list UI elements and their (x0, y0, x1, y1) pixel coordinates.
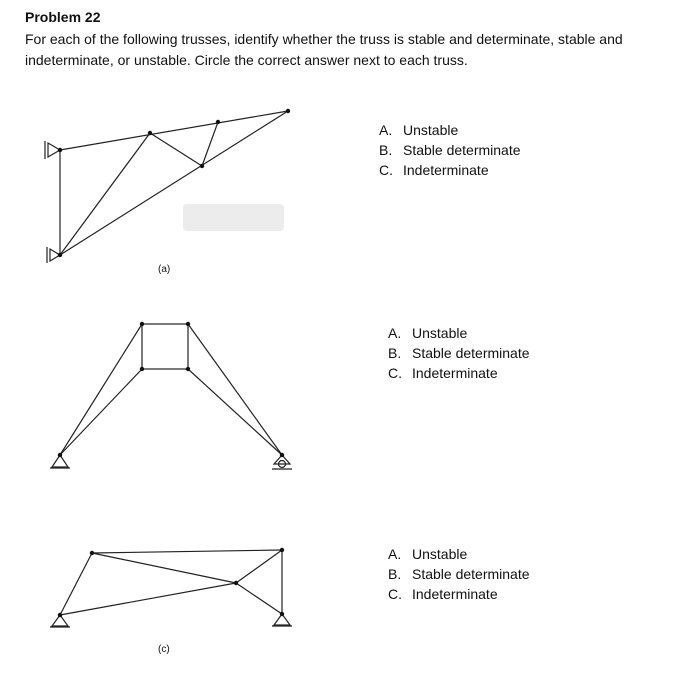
option-text: Indeterminate (403, 162, 489, 178)
figure-label-c: (c) (158, 644, 170, 655)
option-text: Stable determinate (403, 142, 521, 158)
problem-instructions: For each of the following trusses, identify whether the truss is stable and determinate, stable and indeterminate, or unstable. Circle the correct answer next to each truss. (25, 31, 623, 68)
option-b-stable-determinate[interactable] (388, 343, 530, 363)
truss-b-diagram (50, 324, 292, 469)
option-letter: C. (388, 586, 402, 602)
option-c-stable-determinate[interactable] (388, 564, 530, 584)
option-a-stable-determinate[interactable] (379, 140, 521, 160)
option-letter: C. (379, 162, 393, 178)
option-b-unstable[interactable] (388, 323, 530, 343)
truss-a-diagram (45, 111, 288, 263)
option-letter: C. (388, 365, 402, 381)
option-text: Stable determinate (412, 345, 530, 361)
options-truss-a (379, 120, 521, 180)
option-letter: B. (388, 566, 402, 582)
option-text: Unstable (412, 325, 468, 341)
option-text: Indeterminate (412, 586, 498, 602)
option-a-indeterminate[interactable] (379, 160, 521, 180)
option-letter: A. (388, 325, 402, 341)
option-letter: B. (379, 142, 393, 158)
options-truss-b (388, 323, 530, 383)
option-text: Unstable (403, 122, 459, 138)
truss-c-diagram (50, 550, 292, 627)
figure-label-a: (a) (158, 264, 171, 275)
option-c-unstable[interactable] (388, 544, 530, 564)
option-letter: A. (388, 546, 402, 562)
option-c-indeterminate[interactable] (388, 584, 530, 604)
option-text: Unstable (412, 546, 468, 562)
options-truss-c (388, 544, 530, 604)
option-a-unstable[interactable] (379, 120, 521, 140)
option-text: Indeterminate (412, 365, 498, 381)
option-letter: B. (388, 345, 402, 361)
option-letter: A. (379, 122, 393, 138)
redacted-region (183, 204, 284, 231)
problem-title: Problem 22 (25, 9, 101, 25)
option-text: Stable determinate (412, 566, 530, 582)
option-b-indeterminate[interactable] (388, 363, 530, 383)
